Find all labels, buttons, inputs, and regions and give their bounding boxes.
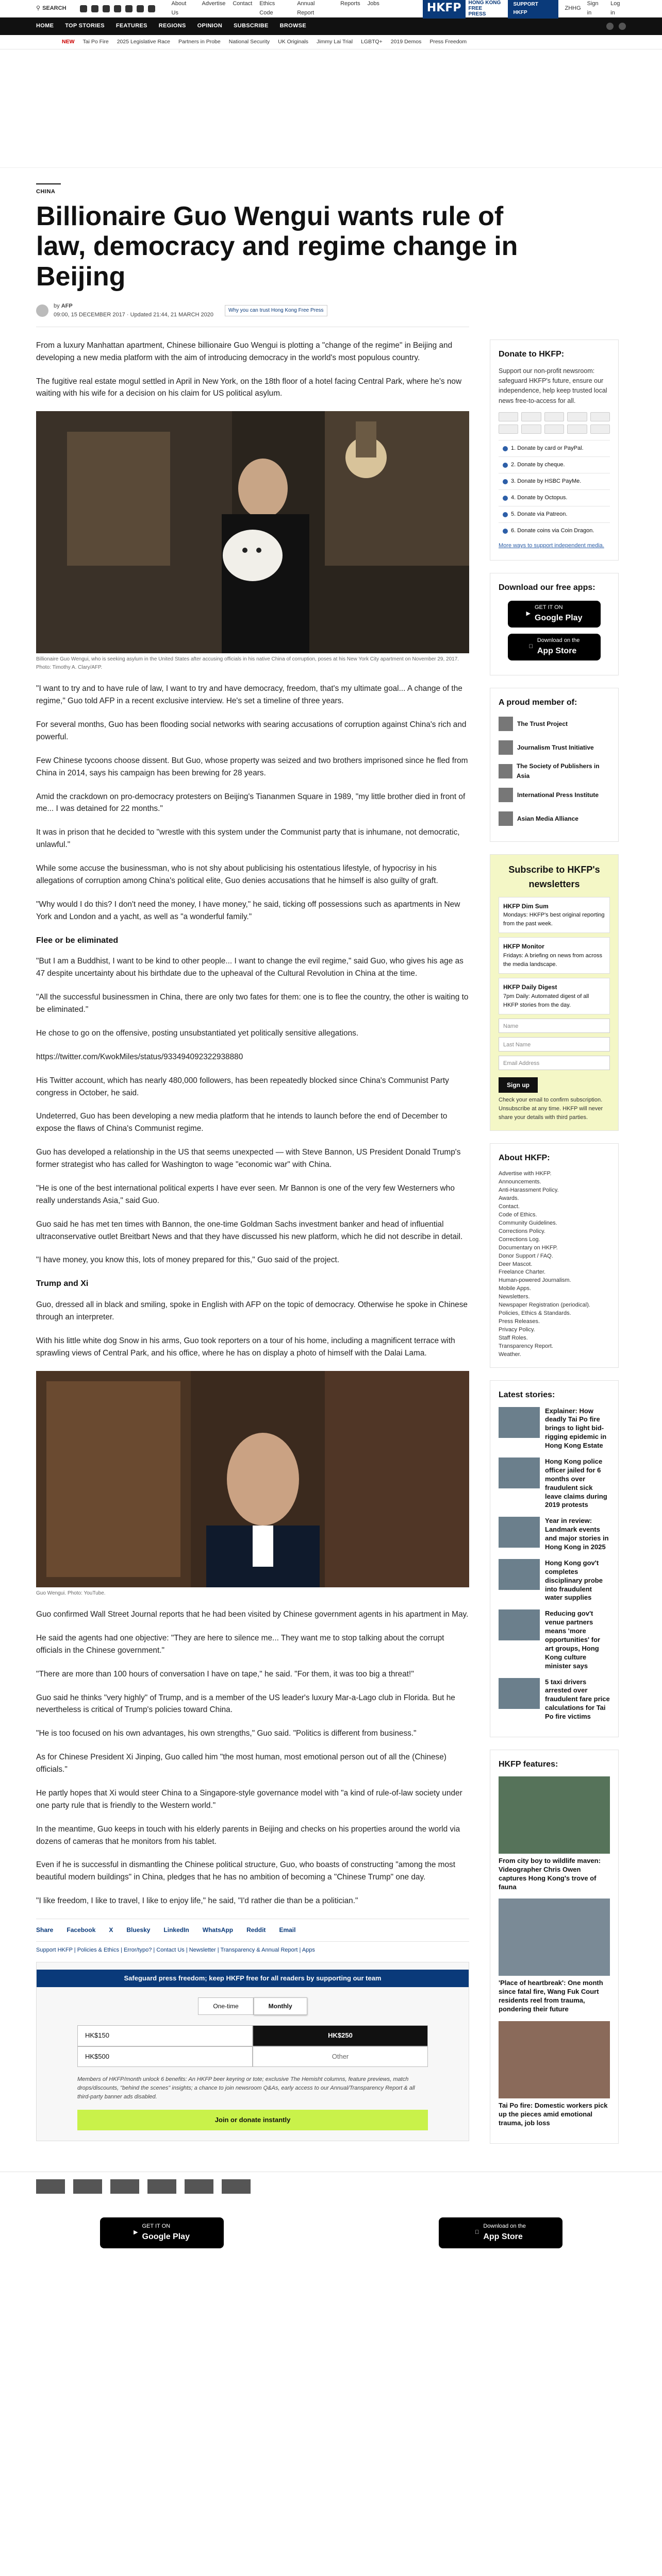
newsletter-note: Check your email to confirm subscription. Unsubscribe at any time. HKFP will never share your details with third parties.	[499, 1097, 603, 1121]
about-list	[499, 1170, 610, 1359]
widget-title: HKFP features:	[499, 1760, 558, 1769]
tag-item[interactable]: LGBTQ+	[361, 39, 383, 45]
facebook-icon[interactable]	[80, 5, 87, 12]
about-link[interactable]: Freelance Charter.	[499, 1269, 546, 1276]
story-thumbnail	[499, 1458, 540, 1488]
footer-google-play-button[interactable]: ▶ GET IT ON Google Play	[100, 2217, 224, 2248]
paragraph: "I like freedom, I like to travel, I like to enjoy life," he said, "I'd rather die than be a politician."	[36, 1896, 358, 1906]
about-link[interactable]: Anti-Harassment Policy.	[499, 1187, 559, 1194]
widget-title: Subscribe to HKFP's newsletters	[508, 864, 600, 889]
language-link[interactable]: ZHHG	[565, 5, 581, 11]
nav-subscribe[interactable]: SUBSCRIBE	[234, 23, 269, 29]
top-link-annual[interactable]: Annual Report	[297, 1, 315, 16]
paragraph: "I want to try and to have rule of law, I want to try and have democracy, freedom, that's my ultimate goal... A change of the regime," Guo told AFP in a recent exclusive interview. He's set a timeline of three years.	[36, 684, 462, 706]
applepay-icon	[590, 412, 610, 421]
member-logo[interactable]: Asian Media Alliance	[499, 809, 610, 828]
email-field[interactable]: Email Address	[499, 1056, 610, 1070]
paragraph: The fugitive real estate mogul settled in April in New York, on the 18th floor of a hotel facing Central Park, where he's now waiting with his wife for a decision on his claim for US political asylum.	[36, 377, 462, 398]
widget-title: Latest stories:	[499, 1390, 555, 1399]
trending-tags	[0, 35, 662, 49]
amount-other[interactable]: Other	[253, 2046, 428, 2067]
apple-icon	[475, 2228, 479, 2237]
about-link[interactable]: Advertise with HKFP.	[499, 1171, 552, 1177]
top-link-ethics[interactable]: Ethics Code	[259, 1, 275, 16]
newsletter-option[interactable]: HKFP Monitor Fridays: A briefing on news from across the media landscape.	[499, 937, 610, 974]
bluesky-icon[interactable]	[148, 5, 155, 12]
donate-widget	[490, 340, 619, 561]
site-logo[interactable]: HKFP HONG KONG FREE PRESS	[423, 0, 501, 19]
section-heading: Trump and Xi	[36, 1279, 89, 1289]
nav-browse[interactable]: BROWSE	[279, 23, 306, 29]
donate-methods	[499, 440, 610, 539]
share-label: Share	[36, 1926, 54, 1934]
paragraph: Even if he is successful in dismantling the Chinese political structure, Guo, who boasts of constructing "among the most beautiful modern buildings" in China, pledges that he has no ambition of becoming a "Chinese Trump" one day.	[36, 1860, 456, 1882]
widget-title: A proud member of:	[499, 698, 577, 707]
about-link[interactable]: Mobile Apps.	[499, 1285, 531, 1292]
about-widget	[490, 1143, 619, 1367]
visa-icon	[499, 412, 518, 421]
story-item[interactable]: Year in review: Landmark events and major stories in Hong Kong in 2025	[499, 1517, 610, 1552]
paragraph: "He is too focused on his own advantages, his own strengths," Guo said. "Politics is different from business."	[36, 1729, 417, 1738]
frequency-toggle	[37, 1997, 469, 2015]
top-link-jobs[interactable]: Jobs	[367, 1, 379, 7]
amount-option[interactable]: HK$500	[77, 2046, 253, 2067]
paragraph: Guo said he thinks "very highly" of Trump, and is a member of the US leader's luxury Mar-a-Lago club in Florida. But he nevertheless is critical of Trump's policies toward China.	[36, 1693, 455, 1715]
more-ways-link[interactable]: More ways to support independent media.	[499, 543, 604, 549]
widget-title: About HKFP:	[499, 1154, 550, 1163]
payment-icons	[499, 412, 610, 434]
newsletter-option[interactable]: HKFP Daily Digest 7pm Daily: Automated digest of all HKFP stories from the day.	[499, 978, 610, 1014]
ad-space	[0, 49, 662, 168]
share-bar	[36, 1919, 469, 1942]
share-email[interactable]: Email	[279, 1926, 296, 1934]
googlepay-icon	[499, 425, 518, 434]
donate-method[interactable]: 2. Donate by cheque.	[499, 456, 610, 473]
share-linkedin[interactable]: LinkedIn	[163, 1926, 189, 1934]
trust-link[interactable]: Why you can trust Hong Kong Free Press	[225, 305, 327, 316]
feature-item[interactable]: Tai Po fire: Domestic workers pick up the pieces amid emotional trauma, job loss	[499, 2021, 610, 2128]
paragraph: In the meantime, Guo keeps in touch with his elderly parents in Beijing and checks on his properties around the world via dozens of cameras that he monitors from his tablet.	[36, 1824, 460, 1846]
share-facebook[interactable]: Facebook	[67, 1926, 96, 1934]
main-nav	[0, 18, 662, 35]
tag-item[interactable]: Jimmy Lai Trial	[317, 39, 353, 45]
top-link-advertise[interactable]: Advertise	[202, 1, 226, 7]
membership-widget	[490, 688, 619, 842]
article-photo-1[interactable]	[36, 411, 469, 653]
freq-one-time[interactable]: One-time	[198, 1997, 253, 2015]
paragraph: Amid the crackdown on pro-democracy protesters on Beijing's Tiananmen Square in 1989, "my little brother died in front of me... I was detained for 22 months."	[36, 792, 466, 814]
article-title: Billionaire Guo Wengui wants rule of law, democracy and regime change in Beijing	[36, 201, 518, 292]
features-widget	[490, 1750, 619, 2144]
about-link[interactable]: Newspaper Registration (periodical).	[499, 1302, 590, 1309]
byline: by AFP 09:00, 15 DECEMBER 2017 · Updated 21:44, 21 MARCH 2020 Why you can trust Hong Kong Free Press	[36, 302, 469, 327]
mastercard-icon	[521, 412, 541, 421]
paragraph: Few Chinese tycoons choose dissent. But Guo, whose property was seized and two brothers imprisoned since he fled from China in 2014, says his campaign has been brewing for 28 years.	[36, 756, 468, 777]
paragraph: As for Chinese President Xi Jinping, Guo called him "the most human, most emotional person out of all the (Chinese) officials."	[36, 1753, 446, 1774]
paragraph: His Twitter account, which has nearly 480,000 followers, has been repeatedly blocked since China's Communist Party congress in October, he said.	[36, 1076, 449, 1097]
about-link[interactable]: Contact.	[499, 1203, 520, 1210]
about-link[interactable]: Donor Support / FAQ.	[499, 1252, 553, 1259]
paragraph: "Why would I do this? I don't need the money, I have money," he said, ticking off possessions such as apartments in New York and London and a yacht, as well as "a wonderful family."	[36, 900, 460, 921]
support-hkfp-button[interactable]: SUPPORT HKFP	[508, 0, 558, 19]
footer-apps	[0, 2211, 662, 2255]
story-thumbnail	[499, 1517, 540, 1548]
join-donate-button[interactable]: Join or donate instantly	[77, 2110, 428, 2130]
paragraph: He partly hopes that Xi would steer China to a Singapore-style governance model with "a kind of rule-of-law society under one party rule that is friendly to the Western world."	[36, 1788, 462, 1810]
freq-monthly[interactable]: Monthly	[254, 1997, 307, 2015]
membership-perks: Members of HKFP/month unlock 6 benefits: An HKFP beer keyring or tote; exclusive The Hemisht columns, feature previews, match drops/discounts, "behind the scenes" insights; a chance to join newsroom Q&As, early access to our Annual/Transparency Report & all third-party banner ads disabled.	[77, 2076, 415, 2100]
new-badge: NEW	[62, 39, 75, 45]
tag-item[interactable]: Partners in Probe	[178, 39, 221, 45]
feature-item[interactable]: From city boy to wildlife maven: Videographer Chris Owen captures Hong Kong's trove of fauna	[499, 1776, 610, 1892]
tag-item[interactable]: 2025 Legislative Race	[117, 39, 171, 45]
feature-thumbnail	[499, 2021, 610, 2098]
tag-item[interactable]: Press Freedom	[429, 39, 467, 45]
share-reddit[interactable]: Reddit	[246, 1926, 266, 1934]
social-links	[80, 5, 155, 12]
paragraph: Guo said he has met ten times with Bannon, the one-time Goldman Sachs investment banker and head of influential ultraconservative outlet Breitbart News and that they have discussed his new platform, which he did not describe in detail.	[36, 1219, 463, 1241]
top-link-about[interactable]: About Us	[171, 1, 187, 16]
feature-thumbnail	[499, 1776, 610, 1854]
member-logo[interactable]: The Society of Publishers in Asia	[499, 762, 610, 781]
newsletter-option[interactable]: HKFP Dim Sum Mondays: HKFP's best original reporting from the past week.	[499, 897, 610, 934]
about-link[interactable]: Code of Ethics.	[499, 1211, 537, 1218]
top-links	[172, 0, 379, 18]
footer-app-store-button[interactable]: Download on the App Store	[439, 2217, 562, 2248]
footer-logo[interactable]	[73, 2179, 102, 2194]
paragraph: Undeterred, Guo has been developing a new media platform that he intends to launch before the end of December to expose the flaws of China's Communist regime.	[36, 1112, 448, 1133]
login-link[interactable]: Log in	[610, 1, 620, 16]
x-icon[interactable]	[91, 5, 98, 12]
donate-method[interactable]: 5. Donate via Patreon.	[499, 506, 610, 522]
paragraph: "But I am a Buddhist, I want to be kind to other people... I want to change the evil regime," said Guo, who gives his age as 47 despite uncertainty about his birthdate due to the upheaval of the Cultural Revolution in China at the time.	[36, 957, 464, 978]
nav-features[interactable]: FEATURES	[115, 23, 147, 29]
article-body	[36, 340, 469, 2156]
guo-youtube-still-image	[36, 1371, 469, 1587]
instagram-icon[interactable]	[103, 5, 110, 12]
story-item[interactable]: Explainer: How deadly Tai Po fire brings to light bid-rigging epidemic in Hong Kong Estate	[499, 1407, 610, 1450]
donate-method[interactable]: 6. Donate coins via Coin Dragon.	[499, 522, 610, 539]
tag-item[interactable]: 2019 Demos	[390, 39, 422, 45]
photo-caption: Billionaire Guo Wengui, who is seeking asylum in the United States after accusing officials in his native China of corruption, poses at his New York City apartment on November 29, 2017. Photo: Timothy A. Clary/AFP.	[36, 656, 459, 670]
paragraph: From a luxury Manhattan apartment, Chinese billionaire Guo Wengui is plotting a "change of the regime" in Beijing and developing a new media platform with the aim of introducing democracy in the world's most populous country.	[36, 341, 453, 362]
play-icon: ▶	[526, 611, 531, 617]
story-item[interactable]: 5 taxi drivers arrested over fraudulent fare price calculations for Tai Po fire victims	[499, 1678, 610, 1721]
about-link[interactable]: Weather.	[499, 1351, 521, 1358]
feature-thumbnail	[499, 1899, 610, 1976]
widget-text: Support our non-profit newsroom: safeguard HKFP's future, ensure our independence, help keep trusted local news free-to-access for all.	[499, 367, 607, 404]
story-thumbnail	[499, 1407, 540, 1438]
telegram-icon[interactable]	[137, 5, 144, 12]
payme-icon	[521, 425, 541, 434]
share-whatsapp[interactable]: WhatsApp	[202, 1926, 234, 1934]
about-link[interactable]: Corrections Log.	[499, 1236, 540, 1243]
account-icon[interactable]	[619, 23, 626, 30]
footer-logos	[0, 2172, 662, 2201]
donation-box	[36, 1962, 469, 2141]
top-link-contact[interactable]: Contact	[233, 1, 253, 7]
nav-regions[interactable]: REGIONS	[158, 23, 186, 29]
nav-home[interactable]: HOME	[36, 23, 54, 29]
footer-logo[interactable]	[110, 2179, 139, 2194]
about-link[interactable]: Transparency Report.	[499, 1343, 553, 1349]
story-item[interactable]: Hong Kong police officer jailed for 6 months over fraudulent sick leave claims during 2019 protests	[499, 1458, 610, 1510]
article-photo-2[interactable]	[36, 1371, 469, 1587]
top-link-reports[interactable]: Reports	[340, 1, 360, 7]
threads-icon[interactable]	[125, 5, 133, 12]
paragraph: Guo confirmed Wall Street Journal reports that he had been visited by Chinese government agents in his apartment in May.	[36, 1610, 469, 1619]
apps-widget	[490, 573, 619, 675]
paragraph: Guo, dressed all in black and smiling, spoke in English with AFP on the topic of democracy. Otherwise he spoke in Chinese through an interpreter.	[36, 1300, 468, 1321]
paragraph: Guo has developed a relationship in the US that seems unexpected — with Steve Bannon, US President Donald Trump's former strategist who has called for Washington to wage "economic war" with China.	[36, 1148, 461, 1170]
footer-logo[interactable]	[36, 2179, 65, 2194]
apple-icon	[529, 642, 533, 651]
article-category[interactable]: CHINA	[36, 183, 61, 196]
paragraph: "I have money, you know this, lots of money prepared for this," Guo said of the project.	[36, 1256, 340, 1265]
story-item[interactable]: Hong Kong gov't completes disciplinary probe into fraudulent water supplies	[499, 1559, 610, 1602]
footer-logo[interactable]	[222, 2179, 251, 2194]
signup-button[interactable]: Sign up	[499, 1077, 538, 1093]
name-field[interactable]: Name	[499, 1019, 610, 1033]
amount-option-selected[interactable]: HK$250	[253, 2025, 428, 2046]
member-logo[interactable]: The Trust Project	[499, 715, 610, 733]
about-link[interactable]: Documentary on HKFP.	[499, 1244, 558, 1251]
sidebar	[490, 340, 619, 2156]
newsletter-widget	[490, 854, 619, 1131]
alipay-icon	[590, 425, 610, 434]
about-link[interactable]: Human-powered Journalism.	[499, 1277, 571, 1284]
about-link[interactable]: Corrections Policy.	[499, 1228, 545, 1234]
paragraph: He chose to go on the offensive, posting unsubstantiated yet politically sensitive allegations.	[36, 1028, 359, 1038]
about-link[interactable]: Newsletters.	[499, 1294, 530, 1300]
latest-stories-widget	[490, 1380, 619, 1737]
author-name[interactable]: AFP	[61, 302, 73, 309]
top-bar	[0, 0, 662, 18]
paragraph: "He is one of the best international political experts I have ever seen. Mr Bannon is one of the very few Westerners who really understands Asia," said Guo.	[36, 1183, 455, 1205]
article-dates: 09:00, 15 DECEMBER 2017 · Updated 21:44, 21 MARCH 2020	[54, 311, 214, 318]
story-item[interactable]: Reducing gov't venue partners means 'more opportunities' for art groups, Hong Kong culture minister says	[499, 1609, 610, 1670]
play-icon: ▶	[134, 2229, 138, 2236]
share-x[interactable]: X	[109, 1926, 113, 1934]
nav-top-stories[interactable]: TOP STORIES	[65, 23, 105, 29]
app-store-button[interactable]: Download on the App Store	[508, 634, 601, 660]
story-thumbnail	[499, 1609, 540, 1640]
donate-method[interactable]: 1. Donate by card or PayPal.	[499, 440, 610, 456]
donation-header: Safeguard press freedom; keep HKFP free for all readers by supporting our team	[37, 1970, 469, 1987]
search-button[interactable]: ⚲ SEARCH	[36, 4, 67, 13]
photo-caption: Guo Wengui. Photo: YouTube.	[36, 1590, 106, 1596]
tag-item[interactable]: UK Originals	[278, 39, 309, 45]
footer-logo[interactable]	[185, 2179, 213, 2194]
paragraph: "There are more than 100 hours of conversation I have on tape," he said. "For them, it was too big a threat!"	[36, 1669, 414, 1679]
paragraph: It was in prison that he decided to "wrestle with this system under the Communist party that is inhumane, not democratic, unlawful."	[36, 828, 460, 850]
about-link[interactable]: Awards.	[499, 1195, 519, 1201]
member-logo[interactable]: Journalism Trust Initiative	[499, 738, 610, 757]
signin-link[interactable]: Sign in	[587, 1, 599, 16]
google-play-button[interactable]: ▶ GET IT ON Google Play	[508, 601, 601, 628]
widget-title: Download our free apps:	[499, 583, 595, 592]
about-link[interactable]: Deer Mascot.	[499, 1261, 533, 1267]
tweet-link[interactable]: https://twitter.com/KwokMiles/status/933494092322938880	[36, 1052, 243, 1061]
paragraph: For several months, Guo has been flooding social networks with searing accusations of corruption against China's rich and powerful.	[36, 720, 467, 741]
support-links[interactable]: Support HKFP | Policies & Ethics | Error/typo? | Contact Us | Newsletter | Transparency & Annual Report | Apps	[36, 1946, 315, 1953]
nav-opinion[interactable]: OPINION	[197, 23, 223, 29]
guo-with-dog-image	[36, 411, 469, 653]
share-bluesky[interactable]: Bluesky	[126, 1926, 151, 1934]
about-link[interactable]: Staff Roles.	[499, 1334, 528, 1341]
dark-mode-icon[interactable]	[606, 23, 614, 30]
tag-item[interactable]: Tai Po Fire	[82, 39, 109, 45]
author-avatar	[36, 304, 48, 317]
story-thumbnail	[499, 1559, 540, 1590]
last-name-field[interactable]: Last Name	[499, 1037, 610, 1052]
paragraph: He said the agents had one objective: "They are here to silence me... They want me to stop talking about the corrupt officials in the Chinese government."	[36, 1633, 444, 1655]
octopus-icon	[544, 425, 564, 434]
paragraph: "All the successful businessmen in China, there are only two fates for them: one is to flee the country, the other is waiting to be eliminated."	[36, 993, 469, 1014]
section-heading: Flee or be eliminated	[36, 936, 119, 945]
youtube-icon[interactable]	[114, 5, 121, 12]
search-icon: ⚲	[36, 5, 41, 11]
about-link[interactable]: Announcements.	[499, 1179, 541, 1185]
tag-item[interactable]: National Security	[228, 39, 270, 45]
about-link[interactable]: Policies, Ethics & Standards.	[499, 1310, 571, 1317]
about-link[interactable]: Privacy Policy.	[499, 1327, 535, 1333]
paragraph: While some accuse the businessman, who is not shy about publicising his ostentatious lifestyle, of hypocrisy in his allegations of corruption among China's political elite, Guo denies accusations that he himself is also guilty of graft.	[36, 864, 438, 885]
amount-grid	[77, 2025, 428, 2066]
feature-item[interactable]: 'Place of heartbreak': One month since fatal fire, Wang Fuk Court residents reel from trauma, pondering their future	[499, 1899, 610, 2014]
member-logo[interactable]: International Press Institute	[499, 786, 610, 804]
about-link[interactable]: Community Guidelines.	[499, 1219, 557, 1226]
story-thumbnail	[499, 1678, 540, 1709]
fps-icon	[567, 425, 587, 434]
donate-method[interactable]: 4. Donate by Octopus.	[499, 489, 610, 506]
amount-option[interactable]: HK$150	[77, 2025, 253, 2046]
footer-logo[interactable]	[147, 2179, 176, 2194]
amex-icon	[544, 412, 564, 421]
donate-method[interactable]: 3. Donate by HSBC PayMe.	[499, 473, 610, 489]
paypal-icon	[567, 412, 587, 421]
about-link[interactable]: Press Releases.	[499, 1318, 540, 1325]
paragraph: With his little white dog Snow in his arms, Guo took reporters on a tour of his home, including a magnificent terrace with sprawling views of Central Park, and his office, where he has on display a photo of himself with the Dalai Lama.	[36, 1336, 455, 1358]
widget-title: Donate to HKFP:	[499, 349, 565, 359]
